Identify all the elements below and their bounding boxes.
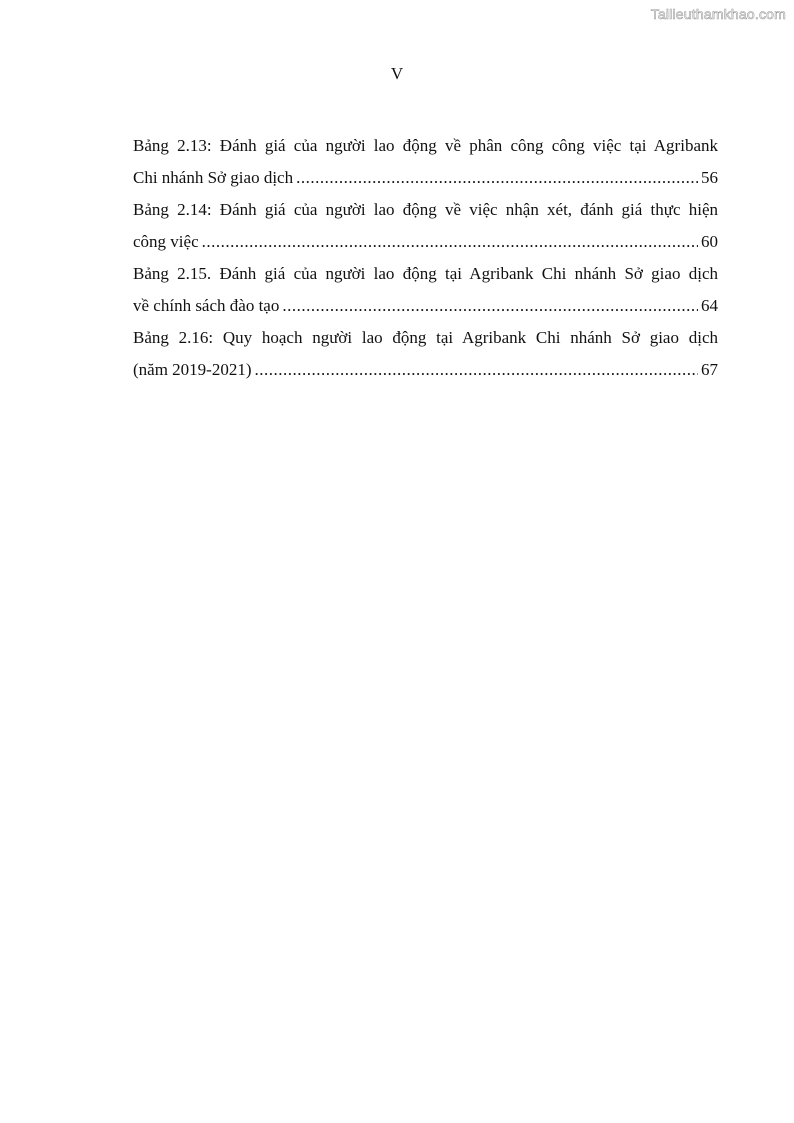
page-number: V: [390, 64, 404, 83]
toc-entry[interactable]: [133, 130, 718, 194]
dot-leader: [255, 354, 698, 386]
watermark-text: Tailieuthamkhao.com: [650, 6, 786, 22]
toc-entry[interactable]: [133, 194, 718, 258]
toc-page-number: 60: [701, 232, 718, 251]
toc-entry-continuation: [133, 290, 718, 322]
dot-leader: [202, 226, 698, 258]
dot-leader: [282, 290, 698, 322]
toc-entry-title-end: về chính sách đào tạo: [133, 296, 280, 315]
table-of-contents: [133, 130, 718, 386]
toc-entry-title: Bảng 2.16: Quy hoạch người lao động tại Agribank Chi nhánh Sở giao dịch: [133, 328, 718, 347]
toc-entry-title-end: công việc: [133, 232, 199, 251]
toc-entry[interactable]: [133, 258, 718, 322]
toc-page-number: 67: [701, 360, 718, 379]
toc-page-number: 56: [701, 168, 718, 187]
toc-entry-title-end: Chi nhánh Sở giao dịch: [133, 168, 294, 187]
toc-entry-title: Bảng 2.15. Đánh giá của người lao động tại Agribank Chi nhánh Sở giao dịch: [133, 264, 718, 283]
toc-entry-title-end: (năm 2019-2021): [133, 360, 252, 379]
toc-entry-title: Bảng 2.13: Đánh giá của người lao động về phân công công việc tại Agribank: [133, 136, 718, 155]
toc-page-number: 64: [701, 296, 718, 315]
toc-entry-title: Bảng 2.14: Đánh giá của người lao động về việc nhận xét, đánh giá thực hiện: [133, 200, 718, 219]
toc-entry-continuation: [133, 354, 718, 386]
toc-entry-continuation: [133, 162, 718, 194]
toc-entry[interactable]: [133, 322, 718, 386]
toc-entry-continuation: [133, 226, 718, 258]
dot-leader: [296, 162, 698, 194]
